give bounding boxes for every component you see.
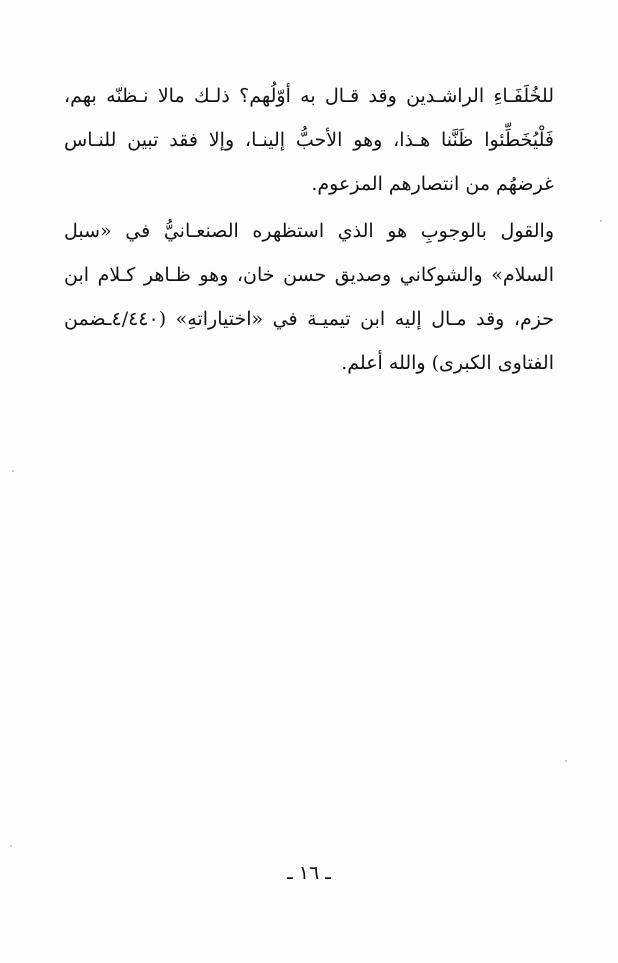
- text-line: حزم، وقد مـال إليه ابن تيميـة في «اختياراتهِ» (٤/٤٤٠ـضمن: [64, 308, 554, 330]
- text-line: الفتاوى الكبرى) والله أعلم.: [341, 352, 554, 374]
- text-line: غرضهُم من انتصارهم المزعوم.: [311, 173, 554, 195]
- scan-speck: [600, 220, 602, 222]
- page-number: ـ ١٦ ـ: [287, 862, 331, 884]
- scan-speck: [12, 470, 14, 472]
- text-line: والقول بالوجوبِ هو الذي استظهره الصنعـانيُّ في «سبل: [64, 220, 554, 242]
- text-line: فَلْيُخَطِّئوا ظَنَّنا هـذا، وهو الأحبُّ إلينـا، وإلا فقد تبين للنـاس: [64, 129, 554, 151]
- scan-speck: [10, 845, 12, 847]
- text-line: للخُلَفَـاءِ الراشـدين وقد قـال به أوّلُهم؟ ذلـك مالا نـظنّه بهم،: [64, 85, 554, 107]
- text-line: السلام» والشوكاني وصديق حسن خان، وهو ظـاهر كـلام ابن: [64, 264, 554, 286]
- paragraph-2: [64, 209, 554, 385]
- paragraph-1: [64, 74, 554, 206]
- scan-speck: [565, 760, 567, 762]
